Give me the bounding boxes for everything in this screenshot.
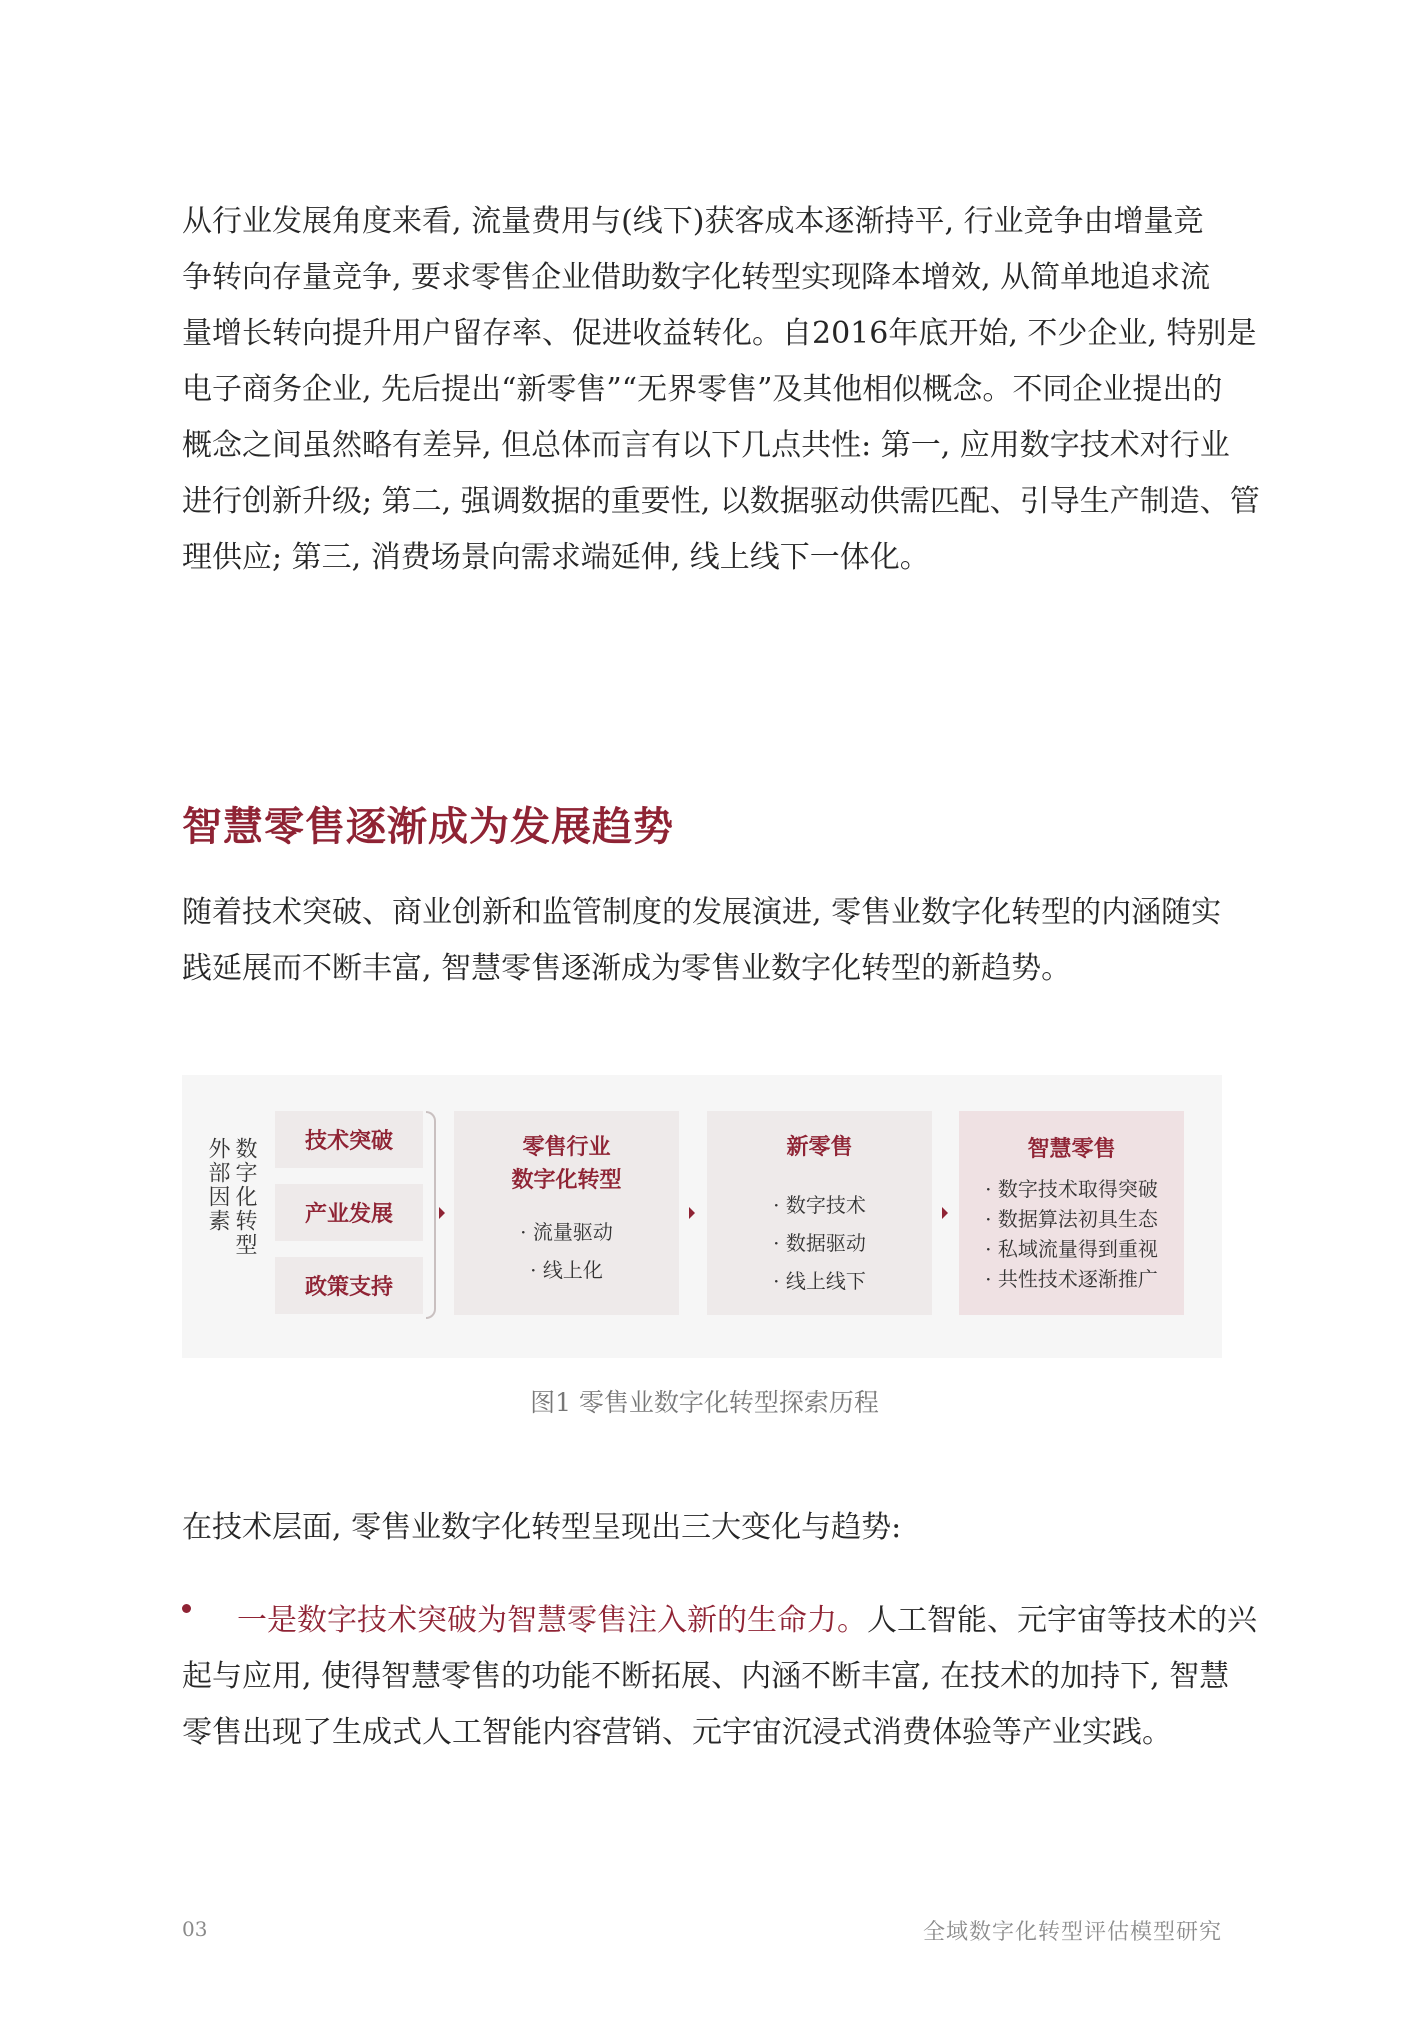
stage-items (454, 1213, 679, 1289)
intro-line-6: 进行创新升级; 第二, 强调数据的重要性, 以数据驱动供需匹配、引导生产制造、管 (182, 484, 1260, 519)
bullet-emphasis: 一是数字技术突破为智慧零售注入新的生命力。 (237, 1603, 867, 1638)
stage-retail-digital-transformation (454, 1111, 679, 1315)
intro-line-5: 概念之间虽然略有差异, 但总体而言有以下几点共性: 第一, 应用数字技术对行业 (182, 428, 1230, 463)
section-line-1: 随着技术突破、商业创新和监管制度的发展演进, 零售业数字化转型的内涵随实 (182, 895, 1222, 930)
tech-intro: 在技术层面, 零售业数字化转型呈现出三大变化与趋势: (182, 1510, 902, 1545)
stage-item: · 数字技术取得突破 (985, 1177, 1158, 1201)
arrow-right-icon (942, 1207, 948, 1219)
stage-items (707, 1186, 932, 1300)
bullet-paragraph (182, 1593, 1257, 1761)
external-label-digital: 数字化转型 (232, 1137, 257, 1257)
stage-item: · 私域流量得到重视 (985, 1237, 1158, 1261)
figure-caption: 图1 零售业数字化转型探索历程 (530, 1388, 879, 1417)
stage-item: · 数据驱动 (773, 1231, 866, 1255)
stage-item: · 流量驱动 (520, 1220, 613, 1244)
bullet-line-3: 零售出现了生成式人工智能内容营销、元宇宙沉浸式消费体验等产业实践。 (182, 1715, 1172, 1750)
stage-item: · 线上线下 (773, 1269, 866, 1293)
stage-items (959, 1174, 1184, 1294)
factor-policy-support: 政策支持 (275, 1257, 423, 1314)
intro-line-2: 争转向存量竞争, 要求零售企业借助数字化转型实现降本增效, 从简单地追求流 (182, 260, 1211, 295)
intro-line-3: 量增长转向提升用户留存率、促进收益转化。自2016年底开始, 不少企业, 特别是 (182, 316, 1257, 351)
stage-item: · 线上化 (530, 1258, 603, 1282)
section-heading: 智慧零售逐渐成为发展趋势 (182, 803, 674, 850)
stage-title: 零售行业 数字化转型 (511, 1134, 622, 1193)
stage-new-retail (707, 1111, 932, 1315)
section-line-2: 践延展而不断丰富, 智慧零售逐渐成为零售业数字化转型的新趋势。 (182, 951, 1072, 986)
external-label-factors: 外部因素 (205, 1137, 230, 1233)
stage-smart-retail (959, 1111, 1184, 1315)
factors-bracket (426, 1111, 436, 1319)
stage-item: · 数字技术 (773, 1193, 866, 1217)
intro-line-7: 理供应; 第三, 消费场景向需求端延伸, 线上线下一体化。 (182, 540, 930, 575)
stage-title: 新零售 (786, 1134, 853, 1160)
factor-tech-breakthrough: 技术突破 (275, 1111, 423, 1168)
stage-item: · 数据算法初具生态 (985, 1207, 1158, 1231)
bullet-line-1: 一是数字技术突破为智慧零售注入新的生命力。人工智能、元宇宙等技术的兴 (237, 1603, 1257, 1638)
arrow-right-icon (689, 1207, 695, 1219)
arrow-right-icon (439, 1207, 445, 1219)
stage-title: 智慧零售 (1027, 1136, 1116, 1162)
stage-item: · 共性技术逐渐推广 (985, 1267, 1158, 1291)
factor-industry-development: 产业发展 (275, 1184, 423, 1241)
intro-line-4: 电子商务企业, 先后提出“新零售”“无界零售”及其他相似概念。不同企业提出的 (182, 372, 1223, 407)
retail-transformation-figure (182, 1075, 1222, 1358)
section-paragraph (182, 885, 1222, 997)
page-number: 03 (182, 1917, 208, 1941)
intro-line-1: 从行业发展角度来看, 流量费用与(线下)获客成本逐渐持平, 行业竞争由增量竞 (182, 204, 1204, 239)
bullet-line-2: 起与应用, 使得智慧零售的功能不断拓展、内涵不断丰富, 在技术的加持下, 智慧 (182, 1659, 1230, 1694)
intro-paragraph (182, 194, 1260, 586)
document-title: 全域数字化转型评估模型研究 (922, 1920, 1222, 1945)
